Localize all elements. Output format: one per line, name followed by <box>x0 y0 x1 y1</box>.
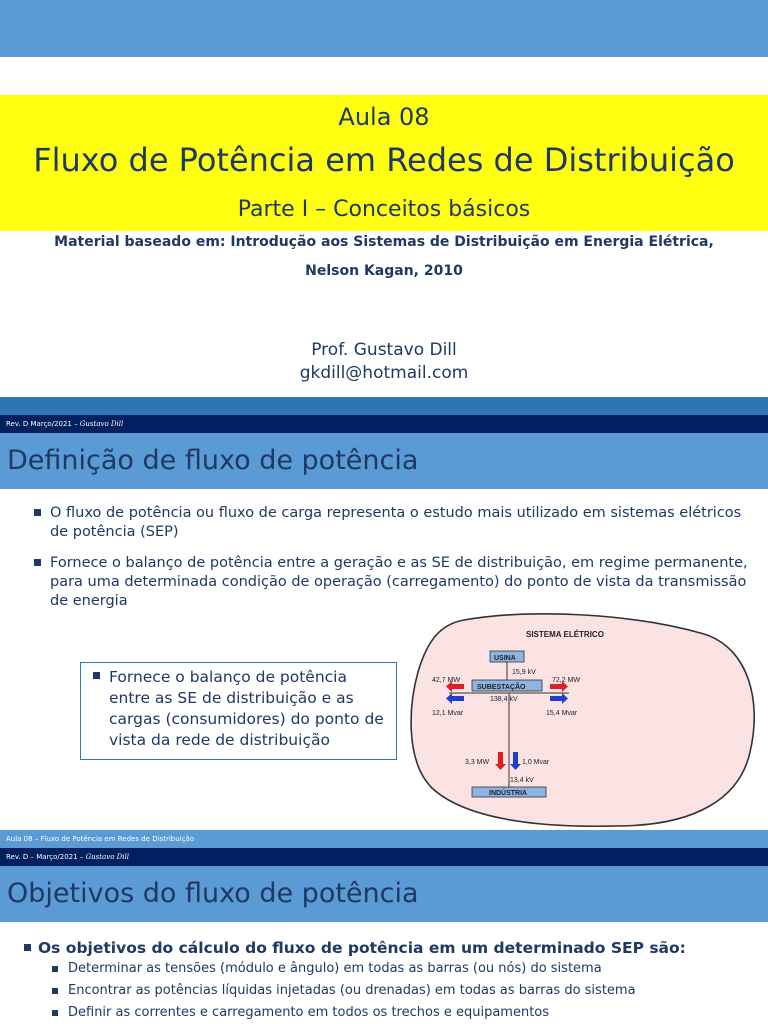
slide1-top-band <box>0 0 768 57</box>
slide1-bottom-band <box>0 397 768 415</box>
bullet-list <box>32 554 752 611</box>
bullet-list <box>32 504 752 542</box>
subestacao-label: SUBESTAÇÃO <box>477 684 526 691</box>
bullet-item: O fluxo de potência ou fluxo de carga representa o estudo mais utilizado em sistemas elétricos de potência (SEP) <box>32 504 752 542</box>
right-mvar-label: 15,4 Mvar <box>546 710 578 717</box>
objectives-list <box>22 938 762 1024</box>
lesson-number: Aula 08 <box>338 103 430 131</box>
diagram-title: SISTEMA ELÉTRICO <box>526 630 604 639</box>
reference-line-1: Material baseado em: Introdução aos Sistemas de Distribuição em Energia Elétrica, <box>54 234 714 250</box>
revision-text: Rev. D Março/2021 – <box>6 420 80 428</box>
reference-line-2: Nelson Kagan, 2010 <box>305 263 463 279</box>
revision-text: Rev. D – Março/2021 – <box>6 853 86 861</box>
right-mw-label: 72,2 MW <box>552 677 581 684</box>
distribution-note-box <box>80 662 397 760</box>
electrical-system-diagram <box>404 612 768 830</box>
voltage-industry: 13,4 kV <box>510 777 534 784</box>
main-bullet: Os objetivos do cálculo do fluxo de potência em um determinado SEP são: <box>22 938 762 958</box>
sub-bullet: Definir as correntes e carregamento em todos os trechos e equipamentos <box>22 1002 762 1024</box>
signature: Gustavo Dill <box>85 853 129 861</box>
left-mvar-label: 12,1 Mvar <box>432 710 464 717</box>
signature: Gustavo Dill <box>79 420 124 428</box>
bullet-item: Fornece o balanço de potência entre as SE de distribuição e as cargas (consumidores) do ponto de vista da rede de distribuição <box>91 667 390 751</box>
voltage-substation: 138,4 kV <box>490 696 518 703</box>
industry-mw-label: 3,3 MW <box>465 759 490 766</box>
left-mw-label: 42,7 MW <box>432 677 461 684</box>
slide1-subtitle: Parte I – Conceitos básicos <box>237 197 531 222</box>
professor-email[interactable]: gkdill@hotmail.com <box>299 363 469 383</box>
slide3-title: Objetivos do fluxo de potência <box>0 866 768 922</box>
slide1-title: Fluxo de Potência em Redes de Distribuição <box>33 141 735 179</box>
revision-bar <box>0 415 768 433</box>
professor-name: Prof. Gustavo Dill <box>311 340 457 360</box>
sub-bullet: Encontrar as potências líquidas injetadas (ou drenadas) em todas as barras do sistema <box>22 980 762 1002</box>
sub-bullet: Determinar as tensões (módulo e ângulo) em todas as barras (ou nós) do sistema <box>22 958 762 980</box>
usina-label: USINA <box>494 655 516 662</box>
bullet-item: Fornece o balanço de potência entre a geração e as SE de distribuição, em regime permanente, para uma determinada condição de operação (carregamento) do ponto de vista da transmissão de energia <box>32 554 752 611</box>
slide2-title: Definição de fluxo de potência <box>0 433 768 489</box>
system-boundary-blob <box>411 614 754 826</box>
industria-label: INDÚSTRIA <box>489 790 528 797</box>
slide2-footer: Aula 08 – Fluxo de Potência em Redes de Distribuição <box>0 830 768 848</box>
industry-mvar-label: 1,0 Mvar <box>522 759 550 766</box>
revision-bar <box>0 848 768 866</box>
voltage-top: 15,9 kV <box>512 669 536 676</box>
